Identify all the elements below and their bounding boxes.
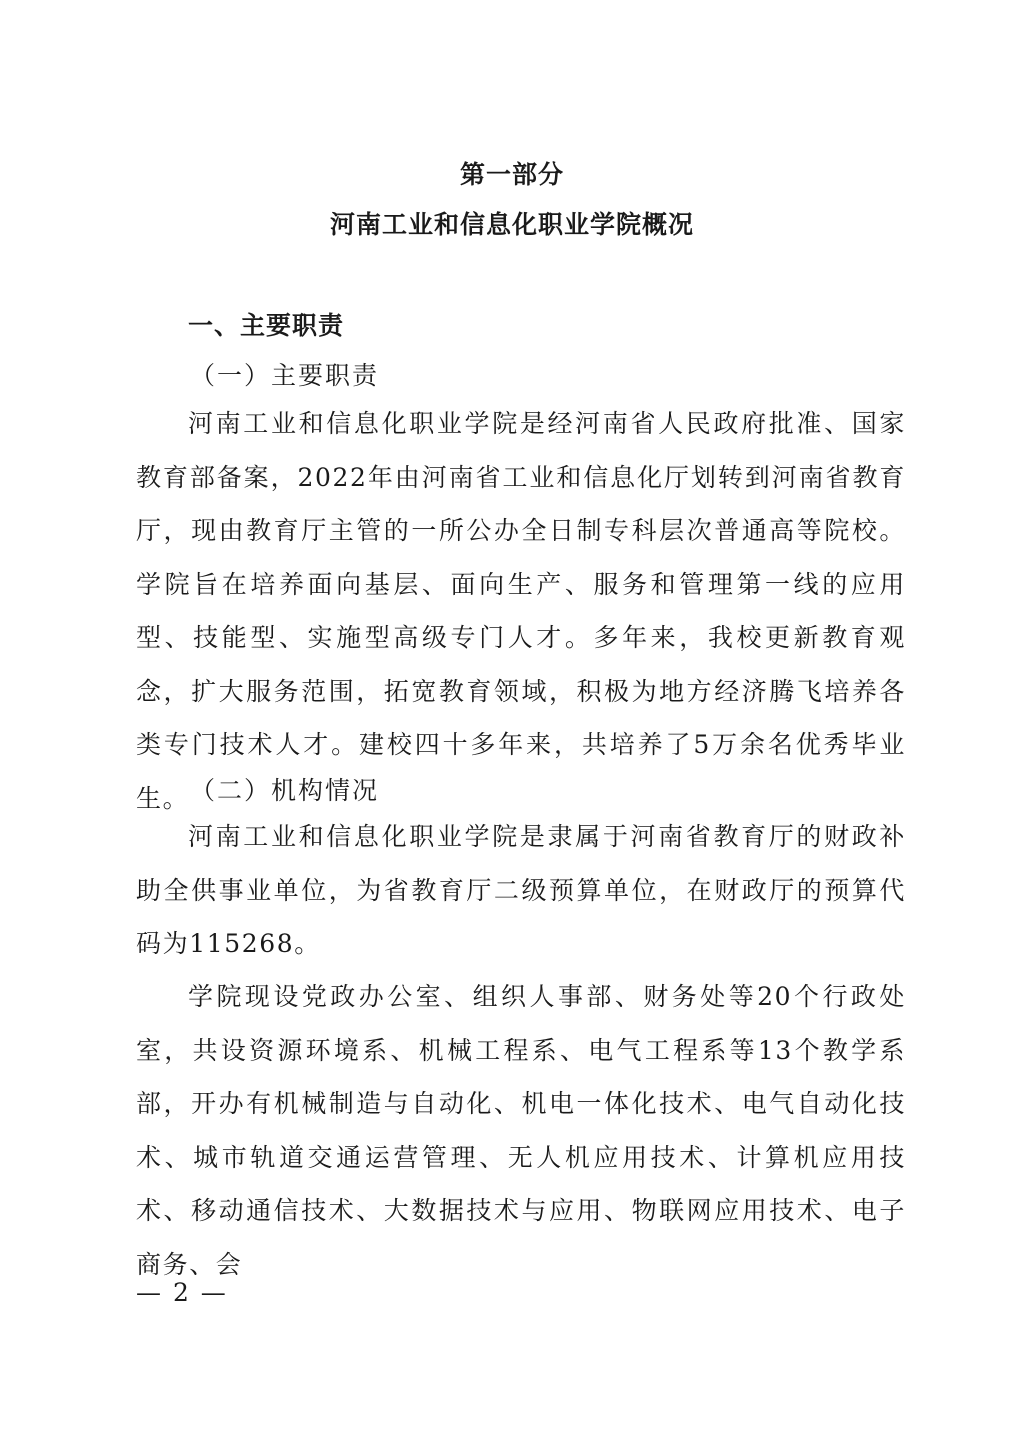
subsection-heading-duties: （一）主要职责	[190, 361, 380, 390]
subsection-heading-organization: （二）机构情况	[190, 776, 380, 805]
paragraph-duties: 河南工业和信息化职业学院是经河南省人民政府批准、国家教育部备案，2022年由河南省工业和信息化厅划转到河南省教育厅，现由教育厅主管的一所公办全日制专科层次普通高等院校。学院旨在培养面向基层、面向生产、服务和管理第一线的应用型、技能型、实施型高级专门人才。多年来，我校更新教育观念，扩大服务范围，拓宽教育领域，积极为地方经济腾飞培养各类专门技术人才。建校四十多年来，共培养了5万余名优秀毕业生。	[136, 409, 906, 813]
document-title: 河南工业和信息化职业学院概况	[329, 210, 694, 239]
part-title: 第一部分	[459, 160, 564, 189]
paragraph-organization-1: 河南工业和信息化职业学院是隶属于河南省教育厅的财政补助全供事业单位，为省教育厅二级预算单位，在财政厅的预算代码为115268。	[136, 822, 906, 958]
section-heading-main-duties: 一、主要职责	[188, 311, 345, 340]
paragraph-organization-2: 学院现设党政办公室、组织人事部、财务处等20个行政处室，共设资源环境系、机械工程系、电气工程系等13个教学系部，开办有机械制造与自动化、机电一体化技术、电气自动化技术、城市轨道交通运营管理、无人机应用技术、计算机应用技术、移动通信技术、大数据技术与应用、物联网应用技术、电子商务、会	[136, 982, 906, 1279]
page-number: — 2 —	[136, 1278, 228, 1307]
